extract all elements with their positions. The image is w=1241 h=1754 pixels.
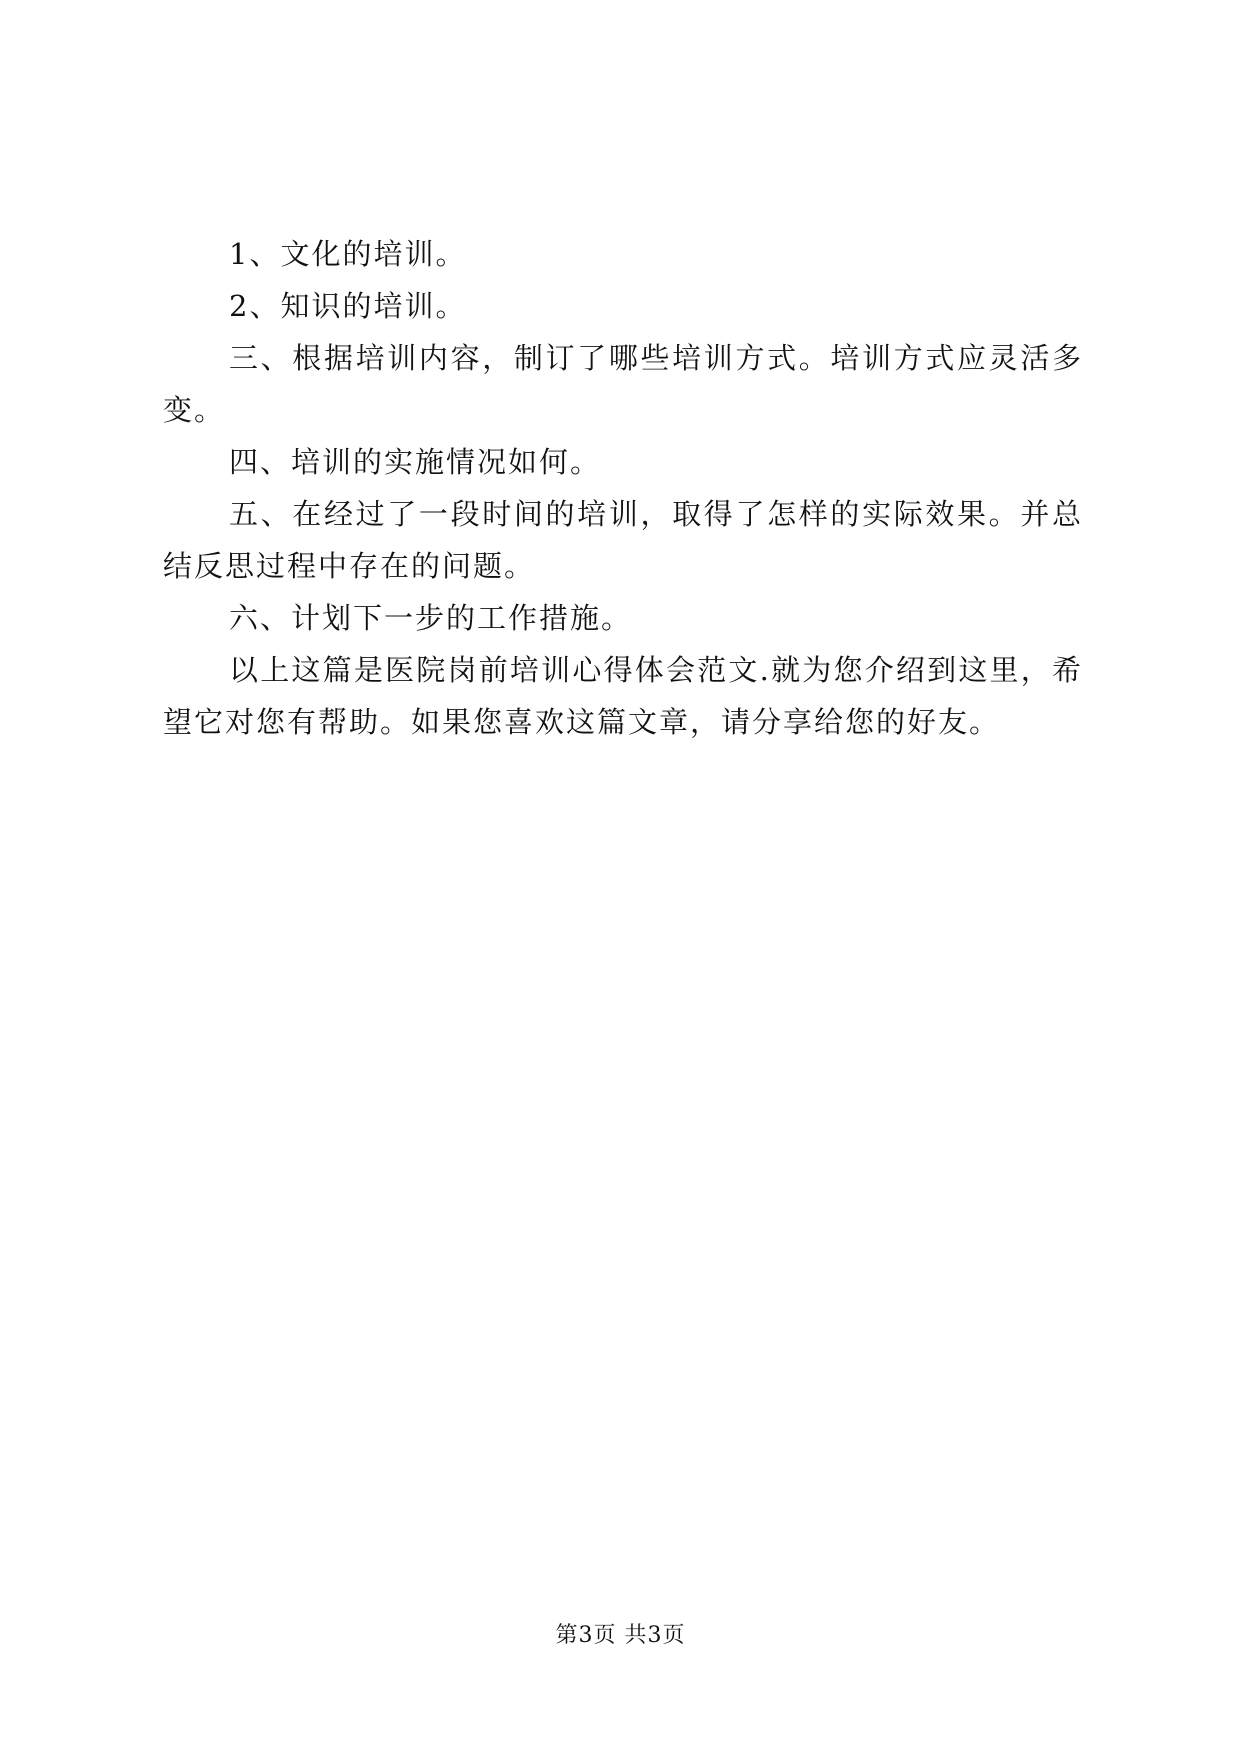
document-body: [163, 228, 1083, 748]
page-footer: 第3页 共3页: [555, 1623, 686, 1648]
paragraph-4: 四、培训的实施情况如何。: [229, 445, 602, 479]
paragraph-2: 2、知识的培训。: [229, 289, 467, 323]
paragraph-7: 以上这篇是医院岗前培训心得体会范文.就为您介绍到这里，希望它对您有帮助。如果您喜欢这篇文章，请分享给您的好友。: [163, 653, 1083, 739]
paragraph-6: 六、计划下一步的工作措施。: [229, 601, 633, 635]
paragraph-1: 1、文化的培训。: [229, 237, 467, 271]
paragraph-5: 五、在经过了一段时间的培训，取得了怎样的实际效果。并总结反思过程中存在的问题。: [163, 497, 1083, 583]
paragraph-3: 三、根据培训内容，制订了哪些培训方式。培训方式应灵活多变。: [163, 341, 1083, 427]
